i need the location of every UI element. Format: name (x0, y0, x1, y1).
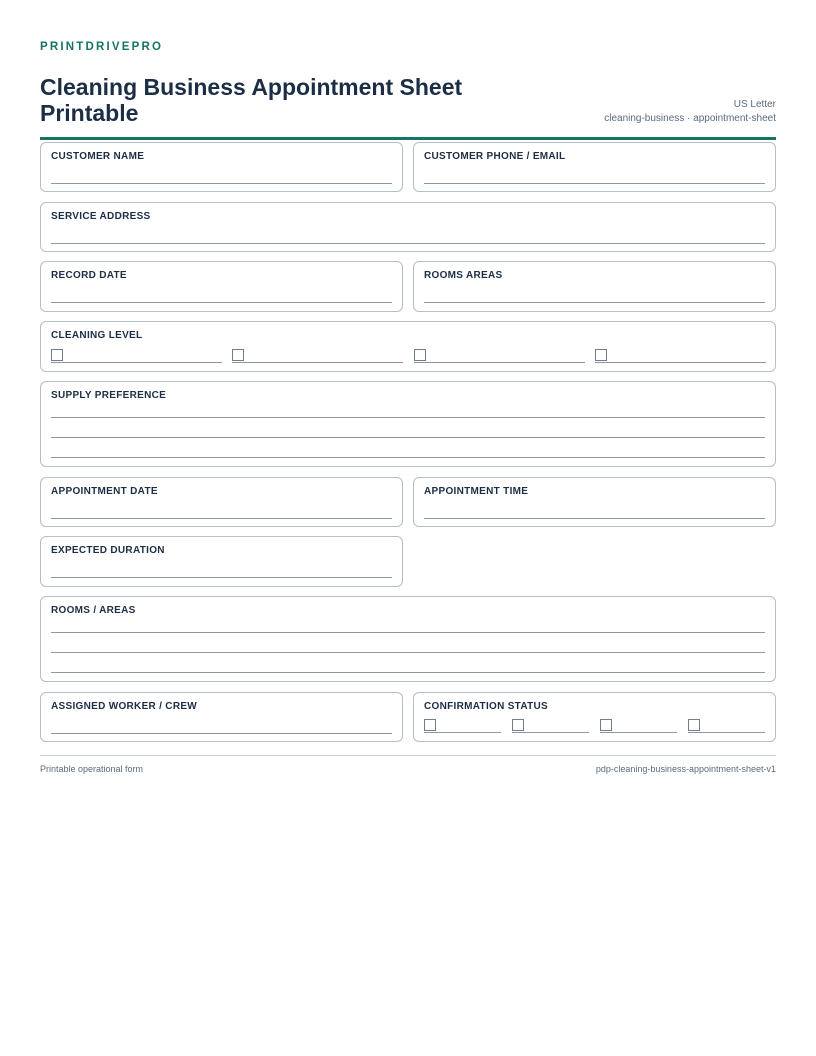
field-label: APPOINTMENT DATE (51, 486, 158, 497)
field-label: ROOMS AREAS (424, 270, 503, 281)
page-title: Cleaning Business Appointment Sheet Printable (40, 74, 463, 126)
write-line[interactable] (51, 437, 765, 438)
write-line[interactable] (424, 302, 765, 303)
appointment-time-field[interactable] (413, 477, 776, 527)
field-label: CUSTOMER NAME (51, 151, 145, 162)
cleaning-level-option-3[interactable] (414, 351, 585, 363)
field-label: SUPPLY PREFERENCE (51, 390, 167, 401)
write-line[interactable] (51, 632, 765, 633)
checkbox[interactable] (414, 349, 426, 361)
form-page (40, 40, 776, 140)
confirmation-option-3[interactable] (600, 721, 677, 733)
write-line[interactable] (424, 183, 765, 184)
form-footer (40, 755, 776, 775)
rooms-areas-field[interactable] (40, 596, 776, 682)
customer-contact-field[interactable] (413, 142, 776, 192)
service-address-field[interactable] (40, 202, 776, 252)
footer-form-id: pdp-cleaning-business-appointment-sheet-v1 (595, 764, 776, 774)
rooms-areas-short-field[interactable] (413, 261, 776, 312)
write-line[interactable] (51, 672, 765, 673)
brand-logo: PRINTDRIVEPRO (40, 41, 164, 53)
form-header (40, 54, 776, 140)
checkbox[interactable] (232, 349, 244, 361)
appointment-date-field[interactable] (40, 477, 403, 527)
paper-size: US Letter (733, 99, 776, 110)
checkbox[interactable] (51, 349, 63, 361)
field-label: CONFIRMATION STATUS (424, 701, 549, 712)
confirmation-option-4[interactable] (688, 721, 765, 733)
write-line[interactable] (51, 577, 392, 578)
checkbox[interactable] (424, 719, 436, 731)
page-meta (604, 98, 776, 126)
form-tags: cleaning-business · appointment-sheet (604, 113, 776, 124)
customer-name-field[interactable] (40, 142, 403, 192)
record-date-field[interactable] (40, 261, 403, 312)
expected-duration-field[interactable] (40, 536, 403, 587)
write-line[interactable] (51, 457, 765, 458)
write-line[interactable] (51, 417, 765, 418)
field-label: RECORD DATE (51, 270, 127, 281)
footer-left-text: Printable operational form (40, 764, 144, 774)
field-label: ASSIGNED WORKER / CREW (51, 701, 198, 712)
field-label: APPOINTMENT TIME (424, 486, 529, 497)
confirmation-option-1[interactable] (424, 721, 501, 733)
cleaning-level-option-1[interactable] (51, 351, 222, 363)
write-line[interactable] (51, 518, 392, 519)
field-label: CLEANING LEVEL (51, 330, 143, 341)
checkbox[interactable] (595, 349, 607, 361)
write-line[interactable] (51, 652, 765, 653)
write-line[interactable] (424, 518, 765, 519)
cleaning-level-field[interactable] (40, 321, 776, 372)
confirmation-option-2[interactable] (512, 721, 589, 733)
write-line[interactable] (51, 302, 392, 303)
write-line[interactable] (51, 733, 392, 734)
checkbox[interactable] (512, 719, 524, 731)
field-label: ROOMS / AREAS (51, 605, 136, 616)
supply-preference-field[interactable] (40, 381, 776, 467)
write-line[interactable] (51, 243, 765, 244)
checkbox[interactable] (600, 719, 612, 731)
confirmation-status-field[interactable] (413, 692, 776, 742)
checkbox[interactable] (688, 719, 700, 731)
cleaning-level-option-4[interactable] (595, 351, 766, 363)
cleaning-level-option-2[interactable] (232, 351, 403, 363)
field-label: CUSTOMER PHONE / EMAIL (424, 151, 566, 162)
field-label: EXPECTED DURATION (51, 545, 165, 556)
write-line[interactable] (51, 183, 392, 184)
assigned-worker-field[interactable] (40, 692, 403, 742)
field-label: SERVICE ADDRESS (51, 211, 151, 222)
